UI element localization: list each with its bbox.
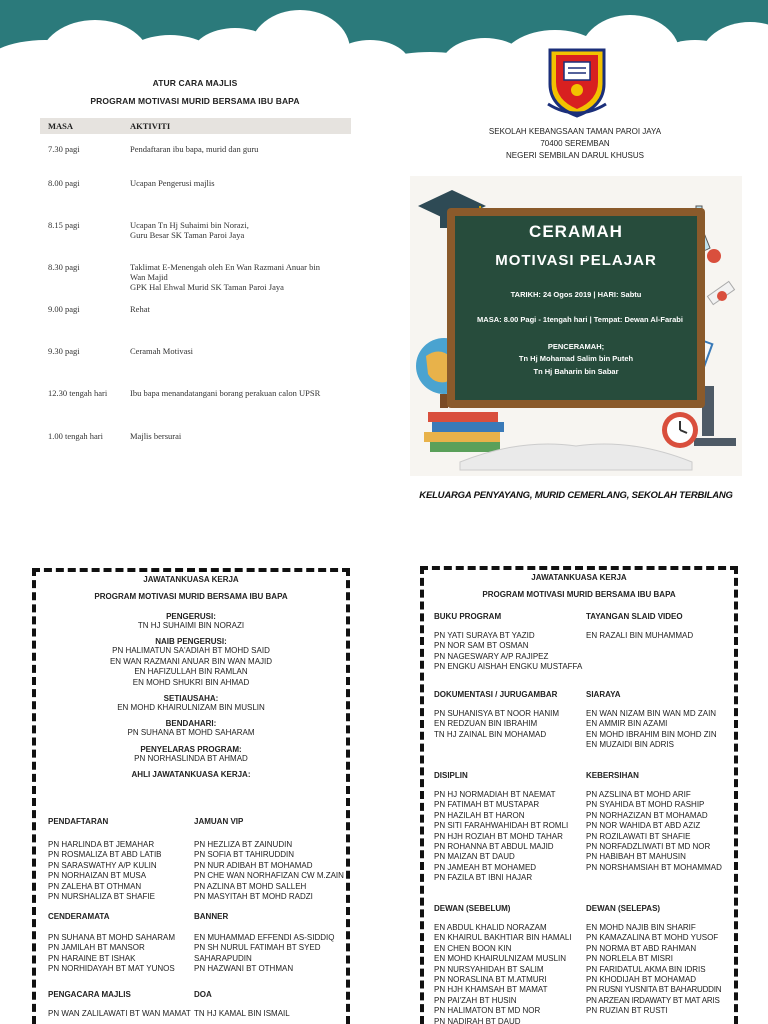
selepas-group bbox=[586, 904, 736, 1017]
member-name: PN SUHANISYA BT NOOR HANIM bbox=[434, 709, 560, 718]
pengacara-label: PENGACARA MAJLIS bbox=[48, 990, 131, 999]
agenda-activity: Guru Besar SK Taman Paroi Jaya bbox=[130, 230, 245, 240]
member-name: PN HJH ROZIAH BT MOHD TAHAR bbox=[434, 831, 563, 841]
member-name: PN NOR SAM BT OSMAN bbox=[434, 641, 529, 651]
member-name: PN HAZWANI BT OTHMAN bbox=[194, 964, 294, 974]
dokumentasi-group bbox=[434, 690, 584, 740]
member-name: PN HJ NORMADIAH BT NAEMAT bbox=[434, 790, 556, 799]
poster-time-place: MASA: 8.00 Pagi - 1tengah hari | Tempat: Dewan Al-Farabi bbox=[477, 315, 683, 324]
agenda-activity: Wan Majid bbox=[130, 272, 168, 282]
member-name: PN HABIBAH BT MAHUSIN bbox=[586, 852, 686, 862]
member-name: TN HJ ZAINAL BIN MOHAMAD bbox=[434, 729, 547, 739]
disiplin-label: DISIPLIN bbox=[434, 771, 468, 780]
buku-group bbox=[434, 612, 584, 673]
school-crest-icon bbox=[546, 46, 608, 118]
naib-name: EN MOHD SHUKRI BIN AHMAD bbox=[132, 677, 250, 687]
school-address bbox=[460, 126, 690, 162]
member-name: EN WAN NIZAM BIN WAN MD ZAIN bbox=[586, 709, 717, 718]
member-name: PN HARAINE BT ISHAK bbox=[48, 953, 136, 963]
member-name: PN HAZILAH BT HARON bbox=[434, 810, 525, 820]
banner-label: BANNER bbox=[194, 912, 229, 921]
member-name: PN JAMILAH BT MANSOR bbox=[48, 943, 145, 953]
member-name: PN ROHANNA BT ABDUL MAJID bbox=[434, 842, 554, 852]
agenda-activity: GPK Hal Ehwal Murid SK Taman Paroi Jaya bbox=[130, 282, 284, 292]
pengerusi-name: TN HJ SUHAIMI BIN NORAZI bbox=[137, 621, 245, 630]
member-name: PN KHODIJAH BT MOHAMAD bbox=[586, 975, 697, 985]
penyelaras-name: PN NORHASLINDA BT AHMAD bbox=[134, 753, 248, 763]
books-icon bbox=[424, 412, 504, 452]
agenda-activity: Ibu bapa menandatangani borang perakuan calon UPSR bbox=[130, 388, 321, 398]
pengerusi-label: PENGERUSI: bbox=[166, 612, 216, 621]
member-name: PN NURSYAHIDAH BT SALIM bbox=[434, 964, 544, 974]
penyelaras-label: PENYELARAS PROGRAM: bbox=[140, 744, 242, 754]
agenda-header-row bbox=[40, 118, 351, 134]
agenda-subtitle: PROGRAM MOTIVASI MURID BERSAMA IBU BAPA bbox=[90, 96, 300, 106]
committee-left-subtitle: PROGRAM MOTIVASI MURID BERSAMA IBU BAPA bbox=[94, 592, 288, 601]
member-name: PN NURSHALIZA BT SHAFIE bbox=[48, 892, 155, 902]
agenda-time: 9.30 pagi bbox=[48, 346, 80, 356]
doa-label: DOA bbox=[194, 990, 212, 999]
member-name: PN NUR ADIBAH BT MOHAMAD bbox=[194, 860, 313, 870]
naib-name: PN HALIMATUN SA'ADIAH BT MOHD SAID bbox=[112, 646, 270, 656]
sebelum-group bbox=[434, 904, 584, 1024]
agenda-time: 7.30 pagi bbox=[48, 144, 80, 154]
member-name: PN NADIRAH BT DAUD bbox=[434, 1016, 521, 1024]
disiplin-group bbox=[434, 771, 584, 884]
agenda-time: 1.00 tengah hari bbox=[48, 431, 103, 441]
member-name: PN NORFADZLIWATI BT MD NOR bbox=[586, 842, 711, 852]
member-name: PN ARZEAN IRDAWATY BT MAT ARIS bbox=[586, 995, 720, 1005]
member-name: EN AMMIR BIN AZAMI bbox=[586, 719, 668, 729]
member-name: PN NORHAZIZAN BT MOHAMAD bbox=[586, 810, 708, 820]
jamuan-group bbox=[194, 817, 344, 902]
member-name: PN KAMAZALINA BT MOHD YUSOF bbox=[586, 933, 719, 943]
member-name: PN FAZILA BT IBNI HAJAR bbox=[434, 873, 533, 883]
pengacara-group bbox=[48, 990, 191, 1019]
siaraya-label: SIARAYA bbox=[586, 690, 621, 699]
siaraya-group bbox=[586, 690, 736, 751]
school-motto: KELUARGA PENYAYANG, MURID CEMERLANG, SEKOLAH TERBILANG bbox=[419, 490, 733, 501]
member-name: PN CHE WAN NORHAFIZAN CW M.ZAIN bbox=[194, 871, 344, 881]
member-name: PN NORASLINA BT M.ATMURI bbox=[434, 975, 547, 985]
member-name: EN CHEN BOON KIN bbox=[434, 943, 512, 953]
selepas-label: DEWAN (SELEPAS) bbox=[586, 904, 661, 913]
poster-speaker-label: PENCERAMAH; bbox=[547, 342, 605, 351]
poster-title-1: CERAMAH bbox=[529, 222, 623, 241]
agenda-time: 9.00 pagi bbox=[48, 304, 80, 314]
agenda-activity: Taklimat E-Menengah oleh En Wan Razmani Anuar bin bbox=[130, 262, 320, 272]
member-name: PN MAIZAN BT DAUD bbox=[434, 852, 515, 862]
member-name: EN RAZALI BIN MUHAMMAD bbox=[586, 631, 694, 640]
member-name: PN HALIMATON BT MD NOR bbox=[434, 1006, 541, 1016]
member-name: PN ZALEHA BT OTHMAN bbox=[48, 881, 142, 891]
member-name: PN NORSHAMSIAH BT MOHAMMAD bbox=[586, 862, 722, 872]
member-name: EN MUHAMMAD EFFENDI AS-SIDDIQ bbox=[194, 933, 335, 942]
banner-group bbox=[194, 912, 344, 975]
member-name: EN MOHD KHAIRULNIZAM MUSLIN bbox=[434, 954, 567, 964]
ahli-label: AHLI JAWATANKUASA KERJA: bbox=[131, 770, 251, 780]
agenda-time: 12.30 tengah hari bbox=[48, 388, 108, 398]
agenda-activity: Ceramah Motivasi bbox=[130, 346, 194, 356]
buku-label: BUKU PROGRAM bbox=[434, 612, 502, 621]
pendaftaran-group bbox=[48, 817, 188, 902]
member-name: SAHARAPUDIN bbox=[194, 953, 252, 963]
agenda-activity: Ucapan Pengerusi majlis bbox=[130, 178, 215, 188]
member-name: PN MASYITAH BT MOHD RADZI bbox=[194, 892, 313, 902]
agenda-time: 8.30 pagi bbox=[48, 262, 80, 272]
naib-name: EN HAFIZULLAH BIN RAMLAN bbox=[134, 667, 248, 677]
member-name: PN SARASWATHY A/P KULIN bbox=[48, 860, 157, 870]
member-name: PN NOR WAHIDA BT ABD AZIZ bbox=[586, 821, 701, 831]
committee-leaders bbox=[36, 612, 346, 779]
committee-right-title: JAWATANKUASA KERJA bbox=[531, 573, 627, 582]
cenderamata-group bbox=[48, 912, 188, 975]
bendahari-name: PN SUHANA BT MOHD SAHARAM bbox=[127, 728, 255, 738]
member-name: EN MOHD IBRAHIM BIN MOHD ZIN bbox=[586, 729, 717, 739]
member-name: EN MUZAIDI BIN ADRIS bbox=[586, 740, 675, 750]
pendaftaran-label: PENDAFTARAN bbox=[48, 817, 109, 826]
poster-title-2: MOTIVASI PELAJAR bbox=[495, 252, 657, 269]
member-name: PN RUZIAN BT RUSTI bbox=[586, 1006, 668, 1016]
kebersihan-label: KEBERSIHAN bbox=[586, 771, 639, 780]
member-name: PN FARIDATUL AKMA BIN IDRIS bbox=[586, 964, 706, 974]
member-name: PN ROSMALIZA BT ABD LATIB bbox=[48, 850, 162, 860]
member-name: PN NORHAIZAN BT MUSA bbox=[48, 871, 147, 881]
sebelum-label: DEWAN (SEBELUM) bbox=[434, 904, 511, 913]
member-name: PN PAI'ZAH BT HUSIN bbox=[434, 995, 517, 1005]
member-name: PN NORHIDAYAH BT MAT YUNOS bbox=[48, 964, 175, 974]
agenda-activity: Pendaftaran ibu bapa, murid dan guru bbox=[130, 144, 259, 154]
member-name: TN HJ KAMAL BIN ISMAIL bbox=[194, 1009, 290, 1018]
slaid-group bbox=[586, 612, 736, 641]
member-name: PN NORMA BT ABD RAHMAN bbox=[586, 943, 697, 953]
agenda-time: 8.00 pagi bbox=[48, 178, 80, 188]
member-name: EN MOHD NAJIB BIN SHARIF bbox=[586, 923, 696, 932]
member-name: PN NAGESWARY A/P RAJIPEZ bbox=[434, 651, 549, 661]
member-name: PN SUHANA BT MOHD SAHARAM bbox=[48, 933, 175, 942]
member-name: PN NORLELA BT MISRI bbox=[586, 954, 673, 964]
setiausaha-name: EN MOHD KHAIRULNIZAM BIN MUSLIN bbox=[117, 703, 265, 713]
member-name: PN SH NURUL FATIMAH BT SYED bbox=[194, 943, 321, 953]
member-name: PN RUSNI YUSNITA BT BAHARUDDIN bbox=[586, 985, 722, 995]
dokumentasi-label: DOKUMENTASI / JURUGAMBAR bbox=[434, 690, 558, 699]
member-name: EN REDZUAN BIN IBRAHIM bbox=[434, 719, 538, 729]
col-time-header: MASA bbox=[48, 121, 74, 131]
member-name: PN YATI SURAYA BT YAZID bbox=[434, 631, 535, 640]
member-name: EN KHAIRUL BAKHTIAR BIN HAMALI bbox=[434, 933, 572, 943]
member-name: PN FATIMAH BT MUSTAPAR bbox=[434, 800, 540, 810]
agenda-time: 8.15 pagi bbox=[48, 220, 80, 230]
alarm-clock-icon bbox=[662, 412, 698, 448]
member-name: PN SITI FARAHWAHIDAH BT ROMLI bbox=[434, 821, 569, 831]
diploma-icon bbox=[707, 281, 734, 304]
member-name: PN ROZILAWATI BT SHAFIE bbox=[586, 831, 691, 841]
member-name: PN SOFIA BT TAHIRUDDIN bbox=[194, 850, 295, 860]
kebersihan-group bbox=[586, 771, 736, 873]
bendahari-label: BENDAHARI: bbox=[165, 719, 217, 729]
naib-label: NAIB PENGERUSI: bbox=[155, 637, 227, 647]
member-name: EN ABDUL KHALID NORAZAM bbox=[434, 923, 547, 932]
setiausaha-label: SETIAUSAHA: bbox=[163, 694, 219, 704]
member-name: PN WAN ZALILAWATI BT WAN MAMAT bbox=[48, 1009, 191, 1018]
naib-name: EN WAN RAZMANI ANUAR BIN WAN MAJID bbox=[109, 656, 273, 666]
member-name: PN SYAHIDA BT MOHD RASHIP bbox=[586, 800, 705, 810]
jamuan-label: JAMUAN VIP bbox=[194, 817, 244, 826]
slaid-label: TAYANGAN SLAID VIDEO bbox=[586, 612, 683, 621]
col-activity-header: AKTIVITI bbox=[130, 121, 171, 131]
member-name: PN HARLINDA BT JEMAHAR bbox=[48, 840, 155, 849]
school-name: SEKOLAH KEBANGSAAN TAMAN PAROI JAYA bbox=[488, 127, 662, 136]
member-name: PN HJH KHAMSAH BT MAMAT bbox=[434, 985, 548, 995]
poster-speaker-2: Tn Hj Baharin bin Sabar bbox=[533, 367, 619, 376]
committee-right-subtitle: PROGRAM MOTIVASI MURID BERSAMA IBU BAPA bbox=[482, 590, 676, 599]
school-postcode: 70400 SEREMBAN bbox=[540, 139, 610, 148]
cenderamata-label: CENDERAMATA bbox=[48, 912, 110, 921]
agenda-activity: Majlis bersurai bbox=[130, 431, 182, 441]
poster-speaker-1: Tn Hj Mohamad Salim bin Puteh bbox=[518, 354, 634, 363]
member-name: PN ENGKU AISHAH ENGKU MUSTAFFA bbox=[434, 662, 583, 672]
school-state: NEGERI SEMBILAN DARUL KHUSUS bbox=[506, 151, 644, 160]
doa-group bbox=[194, 990, 344, 1019]
poster-date: TARIKH: 24 Ogos 2019 | HARI: Sabtu bbox=[510, 290, 642, 299]
agenda-title: ATUR CARA MAJLIS bbox=[152, 78, 238, 88]
member-name: PN AZSLINA BT MOHD ARIF bbox=[586, 790, 691, 799]
agenda-activity: Rehat bbox=[130, 304, 150, 314]
member-name: PN JAMEAH BT MOHAMED bbox=[434, 862, 537, 872]
member-name: PN AZLINA BT MOHD SALLEH bbox=[194, 881, 307, 891]
committee-left-title: JAWATANKUASA KERJA bbox=[143, 575, 239, 584]
agenda-activity: Ucapan Tn Hj Suhaimi bin Norazi, bbox=[130, 220, 249, 230]
member-name: PN HEZLIZA BT ZAINUDIN bbox=[194, 840, 293, 849]
